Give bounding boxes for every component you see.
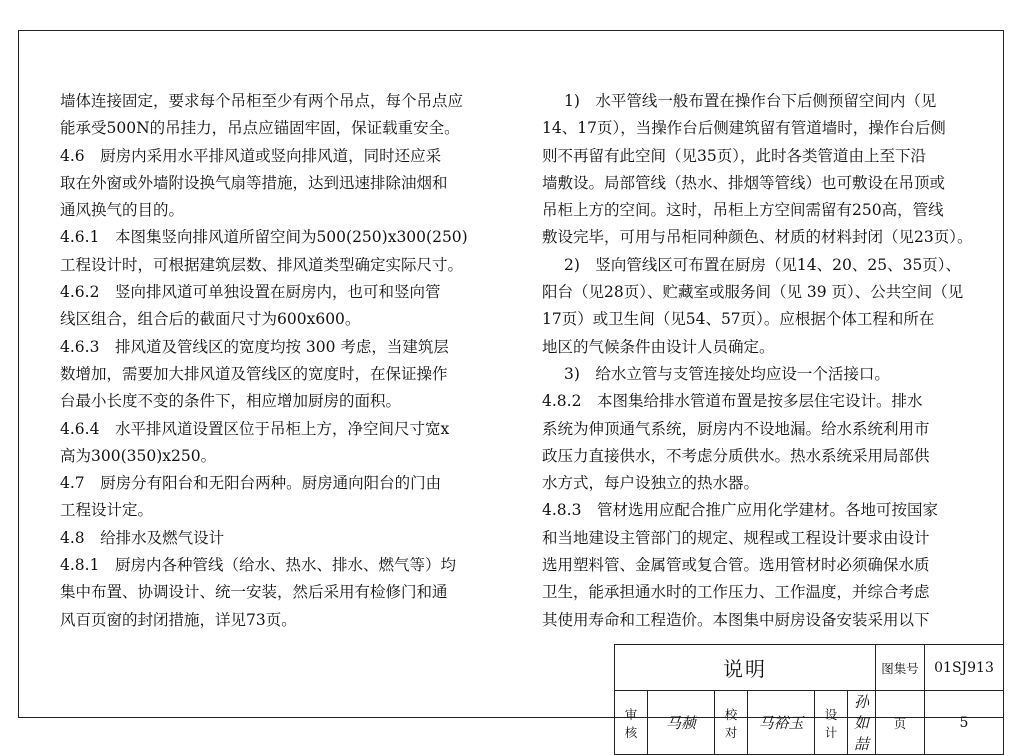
text-line: 4.6.1 本图集竖向排风道所留空间为500(250)x300(250) [60,228,468,247]
design-signature: 孙如喆 [848,691,876,755]
text-line: 墙敷设。局部管线（热水、排烟等管线）也可敷设在吊顶或 [542,173,946,192]
atlas-number: 01SJ913 [925,645,1004,691]
text-line: 敷设完毕，可用与吊柜同种颜色、材质的材料封闭（见23页）。 [542,228,973,247]
atlas-label: 图集号 [876,645,925,691]
page-label: 页 [876,691,925,755]
text-line: 4.6.3 排风道及管线区的宽度均按 300 考虑，当建筑层 [60,337,449,356]
text-line: 吊柜上方的空间。这时，吊柜上方空间需留有250高，管线 [542,201,944,220]
text-line: 线区组合，组合后的截面尺寸为600x600。 [60,310,361,329]
text-line: 选用塑料管、金属管或复合管。选用管材时必须确保水质 [542,556,930,575]
text-line: 4.6 厨房内采用水平排风道或竖向排风道，同时还应采 [60,146,442,165]
text-line: 墙体连接固定，要求每个吊柜至少有两个吊点，每个吊点应 [60,92,464,110]
text-line: 和当地建设主管部门的规定、规程或工程设计要求由设计 [542,528,930,547]
text-line: 4.6.4 水平排风道设置区位于吊柜上方，净空间尺寸宽x [60,419,450,438]
text-line: 4.8.2 本图集给排水管道布置是按多层住宅设计。排水 [542,392,923,411]
text-line: 4.8.3 管材选用应配合推广应用化学建材。各地可按国家 [542,501,938,520]
left-column [60,88,500,634]
text-line: 系统为伸顶通气系统，厨房内不设地漏。给水系统利用市 [542,419,930,438]
text-line: 工程设计定。 [60,501,154,520]
text-line: 卫生，能承担通水时的工作压力、工作温度，并综合考虑 [542,583,930,602]
text-line: 4.7 厨房分有阳台和无阳台两种。厨房通向阳台的门由 [60,474,442,493]
page-number: 5 [925,691,1004,755]
review-signature: 马赪 [648,691,715,755]
text-line: 水方式，每户设独立的热水器。 [542,474,760,493]
design-label: 设计 [815,691,848,755]
text-line: 4.8 给排水及燃气设计 [60,528,225,547]
text-line: 其使用寿命和工程造价。本图集中厨房设备安装采用以下 [542,610,930,629]
text-line: 通风换气的目的。 [60,201,185,220]
check-signature: 马裕玉 [748,691,815,755]
text-line: 风百页窗的封闭措施，详见73页。 [60,610,297,629]
right-column [542,88,982,634]
text-line: 政压力直接供水，不考虑分质供水。热水系统采用局部供 [542,446,930,465]
text-line: 地区的气候条件由设计人员确定。 [542,337,775,356]
text-line: 2) 竖向管线区可布置在厨房（见14、20、25、35页）、 [564,255,962,274]
text-line: 1) 水平管线一般布置在操作台下后侧预留空间内（见 [564,92,937,110]
text-line: 台最小长度不变的条件下，相应增加厨房的面积。 [60,392,402,411]
text-line: 阳台（见28页）、贮藏室或服务间（见 39 页）、公共空间（见 [542,283,964,302]
text-line: 4.6.2 竖向排风道可单独设置在厨房内，也可和竖向管 [60,283,441,302]
text-line: 数增加，需要加大排风道及管线区的宽度时，在保证操作 [60,364,448,383]
text-line: 14、17页），当操作台后侧建筑留有管道墙时，操作台后侧 [542,119,946,138]
title-block [614,644,1004,755]
text-line: 则不再留有此空间（见35页），此时各类管道由上至下沿 [542,146,926,165]
text-line: 工程设计时，可根据建筑层数、排风道类型确定实际尺寸。 [60,255,464,274]
text-line: 高为300(350)x250。 [60,446,217,465]
check-label: 校对 [715,691,748,755]
text-line: 3) 给水立管与支管连接处均应设一个活接口。 [564,364,890,383]
drawing-title: 说明 [615,645,876,691]
review-label: 审核 [615,691,648,755]
text-line: 集中布置、协调设计、统一安装，然后采用有检修门和通 [60,583,448,602]
text-line: 取在外窗或外墙附设换气扇等措施，达到迅速排除油烟和 [60,173,448,192]
text-line: 能承受500N的吊挂力，吊点应锚固牢固，保证载重安全。 [60,119,460,138]
text-line: 4.8.1 厨房内各种管线（给水、热水、排水、燃气等）均 [60,556,456,575]
text-line: 17页）或卫生间（见54、57页）。应根据个体工程和所在 [542,310,935,329]
